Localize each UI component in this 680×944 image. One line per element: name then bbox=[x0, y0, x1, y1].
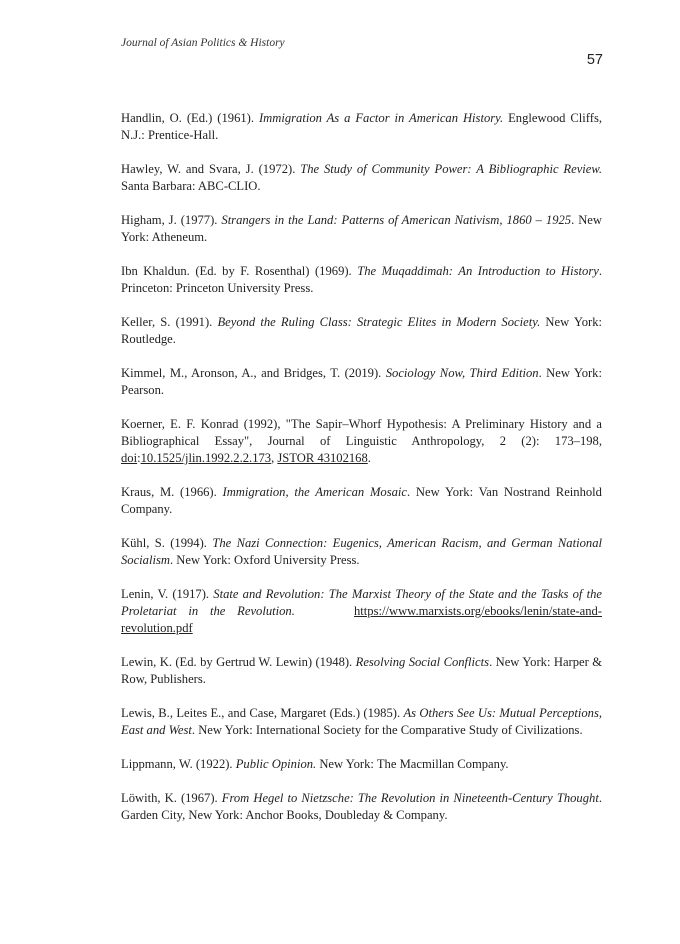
reference-title: Sociology Now, Third Edition bbox=[385, 366, 539, 380]
reference-authors: Kimmel, M., Aronson, A., and Bridges, T. (2019). bbox=[121, 366, 386, 380]
reference-list bbox=[121, 110, 602, 841]
reference-authors: Lippmann, W. (1922). bbox=[121, 757, 236, 771]
reference-publisher: Santa Barbara: ABC-CLIO. bbox=[121, 179, 261, 193]
reference-title: State and Revolution: The Marxist Theory of the State and the Tasks of the Proletariat in the Revolution. bbox=[121, 587, 602, 618]
separator: : bbox=[137, 451, 141, 465]
reference-lewin bbox=[121, 654, 602, 688]
reference-kimmel bbox=[121, 365, 602, 399]
reference-authors: Lenin, V. (1917). bbox=[121, 587, 214, 601]
reference-title: Immigration, the American Mosaic bbox=[222, 485, 408, 499]
doi-link[interactable]: doi bbox=[121, 451, 138, 465]
jstor-link[interactable]: JSTOR 43102168 bbox=[277, 451, 368, 465]
reference-title: From Hegel to Nietzsche: The Revolution in Nineteenth-Century Thought bbox=[221, 791, 599, 805]
reference-authors: Lewis, B., Leites E., and Case, Margaret (Eds.) (1985). bbox=[121, 706, 404, 720]
reference-publisher: . Garden City, New York: Anchor Books, Doubleday & Company. bbox=[121, 791, 602, 822]
reference-lewis bbox=[121, 705, 602, 739]
reference-authors: Löwith, K. (1967). bbox=[121, 791, 222, 805]
doi-number-link[interactable]: 10.1525/jlin.1992.2.2.173 bbox=[140, 451, 272, 465]
reference-title: Immigration As a Factor in American History. bbox=[258, 111, 504, 125]
reference-authors: Handlin, O. (Ed.) (1961). bbox=[121, 111, 259, 125]
separator: , bbox=[271, 451, 278, 465]
marxists-url-link[interactable]: https://www.marxists.org/ebooks/lenin/state-and-revolution.pdf bbox=[121, 604, 602, 635]
separator bbox=[295, 604, 354, 618]
reference-authors: Kühl, S. (1994). bbox=[121, 536, 213, 550]
reference-kuhl bbox=[121, 535, 602, 569]
reference-publisher: . Princeton: Princeton University Press. bbox=[121, 264, 602, 295]
reference-keller bbox=[121, 314, 602, 348]
reference-publisher: New York: Routledge. bbox=[121, 315, 602, 346]
reference-publisher: . New York: International Society for the Comparative Study of Civilizations. bbox=[191, 723, 583, 737]
reference-text: Koerner, E. F. Konrad (1992), "The Sapir–Whorf Hypothesis: A Preliminary History and a Bibliographical Essay", Journal of Linguistic Anthropology, 2 (2): 173–198, bbox=[121, 417, 602, 448]
reference-publisher: . New York: Van Nostrand Reinhold Company. bbox=[121, 485, 602, 516]
reference-publisher: . New York: Atheneum. bbox=[121, 213, 602, 244]
reference-title: As Others See Us: Mutual Perceptions, East and West bbox=[121, 706, 602, 737]
reference-publisher: New York: The Macmillan Company. bbox=[316, 757, 509, 771]
period: . bbox=[367, 451, 371, 465]
reference-authors: Lewin, K. (Ed. by Gertrud W. Lewin) (1948). bbox=[121, 655, 356, 669]
reference-title: Public Opinion. bbox=[235, 757, 317, 771]
reference-authors: Ibn Khaldun. (Ed. by F. Rosenthal) (1969). bbox=[121, 264, 358, 278]
reference-title: Strangers in the Land: Patterns of American Nativism, 1860 – 1925 bbox=[221, 213, 572, 227]
reference-authors: Keller, S. (1991). bbox=[121, 315, 218, 329]
reference-kraus bbox=[121, 484, 602, 518]
reference-title: The Nazi Connection: Eugenics, American Racism, and German National Socialism bbox=[121, 536, 602, 567]
reference-title: Beyond the Ruling Class: Strategic Elites in Modern Society. bbox=[217, 315, 541, 329]
reference-publisher: . New York: Harper & Row, Publishers. bbox=[121, 655, 603, 686]
reference-ibn-khaldun bbox=[121, 263, 602, 297]
reference-authors: Higham, J. (1977). bbox=[121, 213, 222, 227]
reference-publisher: Englewood Cliffs, N.J.: Prentice-Hall. bbox=[121, 111, 603, 142]
reference-hawley bbox=[121, 161, 602, 195]
journal-title: Journal of Asian Politics & History bbox=[121, 37, 285, 49]
reference-koerner bbox=[121, 416, 602, 467]
reference-publisher: . New York: Pearson. bbox=[121, 366, 602, 397]
reference-authors: Hawley, W. and Svara, J. (1972). bbox=[121, 162, 301, 176]
reference-handlin bbox=[121, 110, 602, 144]
reference-authors: Kraus, M. (1966). bbox=[121, 485, 223, 499]
reference-publisher: . New York: Oxford University Press. bbox=[169, 553, 360, 567]
reference-lenin bbox=[121, 586, 602, 637]
reference-lippmann bbox=[121, 756, 602, 773]
reference-title: The Study of Community Power: A Bibliographic Review. bbox=[300, 162, 602, 176]
reference-title: Resolving Social Conflicts bbox=[355, 655, 490, 669]
reference-higham bbox=[121, 212, 602, 246]
reference-title: The Muqaddimah: An Introduction to History bbox=[357, 264, 599, 278]
page-number: 57 bbox=[586, 52, 603, 68]
reference-lowith bbox=[121, 790, 602, 824]
